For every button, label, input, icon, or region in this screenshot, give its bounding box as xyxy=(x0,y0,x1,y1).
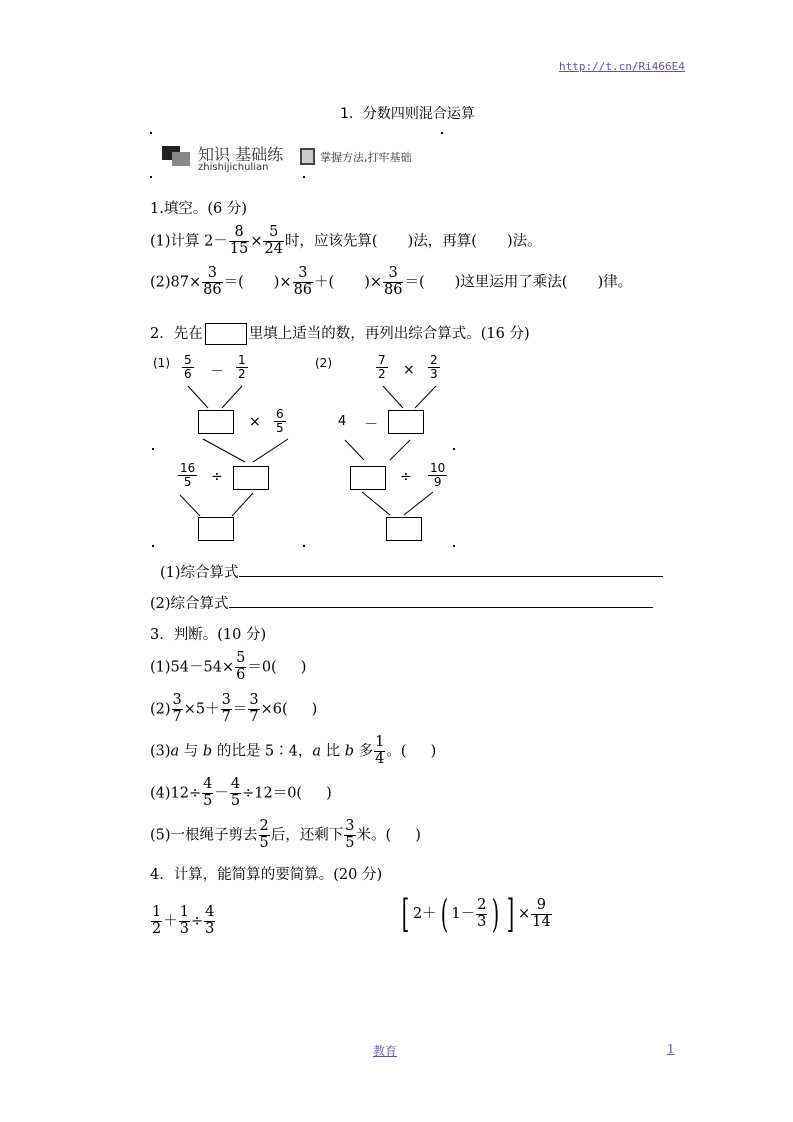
q3-item1-a: (1)54－54× xyxy=(150,659,235,676)
denominator: 5 xyxy=(230,792,241,809)
fraction xyxy=(374,735,385,768)
diagram2-op2: － xyxy=(364,417,378,433)
q4-expr1-op1: ＋ xyxy=(163,913,178,930)
numerator: 3 xyxy=(172,692,182,708)
q3-item5-b: 后，还剩下 xyxy=(270,827,344,844)
q3-item5-c: 米。( xyxy=(356,827,392,844)
diagram1-op2: × xyxy=(249,414,261,430)
denominator: 3 xyxy=(477,913,487,930)
numerator: 1 xyxy=(152,904,162,920)
q1-item2-text-d: ＋( xyxy=(314,274,335,291)
diagram1-frac-a xyxy=(182,354,194,380)
fraction xyxy=(179,905,190,938)
denominator: 3 xyxy=(430,366,438,381)
diagram1-frac-b xyxy=(236,354,248,380)
q4-expr1 xyxy=(150,905,216,938)
denominator: 6 xyxy=(184,366,192,381)
q3-item5 xyxy=(150,819,421,852)
q3-item3-b: 与 xyxy=(179,743,203,760)
denominator: 24 xyxy=(264,240,283,257)
denominator: 14 xyxy=(532,913,551,930)
diagram1-frac-c xyxy=(274,408,286,434)
q3-item4-b: － xyxy=(214,785,229,802)
q2-answer1-label: (1)综合算式 xyxy=(160,565,239,581)
numerator: 5 xyxy=(184,353,192,367)
q3-item3-c: 的比是 5∶4， xyxy=(212,743,313,760)
q4-expr2 xyxy=(398,892,553,936)
numerator: 10 xyxy=(430,461,446,475)
q1-item2-text-g: )这里运用了乘法( xyxy=(454,274,568,291)
q1-item1-text-b: × xyxy=(250,233,263,250)
banner-slogan: 掌握方法,打牢基础 xyxy=(320,151,412,164)
q3-item1 xyxy=(150,651,306,684)
diagram2-op3: ÷ xyxy=(400,469,412,485)
diagram1-label: (1) xyxy=(153,356,170,370)
fraction xyxy=(235,651,246,684)
fraction xyxy=(229,225,249,258)
q1-item2-text-e: )× xyxy=(364,274,383,291)
var-a: a xyxy=(170,743,180,760)
numerator: 1 xyxy=(375,734,385,750)
denominator: 4 xyxy=(375,750,385,767)
denominator: 3 xyxy=(205,920,215,937)
numerator: 2 xyxy=(259,818,269,834)
q1-item1-text-c: 时，应该先算( xyxy=(284,233,378,250)
fraction xyxy=(202,777,213,810)
denominator: 3 xyxy=(179,920,189,937)
section-banner xyxy=(150,132,445,178)
fraction xyxy=(293,266,313,299)
q1-item1-text-e: )法。 xyxy=(506,233,542,250)
q3-item3 xyxy=(150,735,436,768)
numerator: 3 xyxy=(249,692,259,708)
denominator: 5 xyxy=(276,420,284,435)
banner-icon-shadow xyxy=(172,152,190,166)
diagram2-frac-c xyxy=(428,462,447,488)
fraction xyxy=(204,905,215,938)
denominator: 7 xyxy=(221,708,231,725)
diagram2-op1: × xyxy=(403,362,415,378)
diagram2-frac-a xyxy=(376,354,388,380)
var-a: a xyxy=(312,743,322,760)
answer-box[interactable] xyxy=(198,410,234,434)
answer-box[interactable] xyxy=(233,466,269,490)
numerator: 3 xyxy=(221,692,231,708)
denominator: 9 xyxy=(433,474,442,489)
q4-expr1-op2: ÷ xyxy=(190,913,204,930)
fraction xyxy=(230,777,241,810)
q3-item4-d: ) xyxy=(326,785,332,802)
q3-heading: 3．判断。(10 分) xyxy=(150,627,267,643)
numerator: 4 xyxy=(230,776,241,792)
header-url[interactable]: http://t.cn/Ri466E4 xyxy=(559,60,685,73)
q3-item1-c: ) xyxy=(300,659,307,676)
q4-expr2-a: 2＋ xyxy=(412,906,437,922)
var-b: b xyxy=(344,743,355,760)
q3-item4 xyxy=(150,777,332,810)
diagram2-frac-b xyxy=(428,354,440,380)
answer-box[interactable] xyxy=(388,410,424,434)
fraction xyxy=(476,898,487,931)
q1-item2 xyxy=(150,266,632,299)
q2-heading-a: 2．先在 xyxy=(150,326,203,342)
right-paren-icon: ) xyxy=(492,892,500,936)
answer-line[interactable] xyxy=(229,593,653,608)
denominator: 5 xyxy=(345,834,355,851)
q1-item1-text-a: (1)计算 2－ xyxy=(150,233,228,250)
q3-item2 xyxy=(150,693,317,726)
q2-answer2-label: (2)综合算式 xyxy=(150,596,229,612)
numerator: 2 xyxy=(477,896,487,913)
page-number: 1 xyxy=(667,1042,675,1056)
fraction xyxy=(172,693,183,726)
q4-heading: 4．计算，能简算的要简算。(20 分) xyxy=(150,867,383,883)
numerator: 3 xyxy=(202,266,222,283)
q3-item2-e: ) xyxy=(311,701,318,718)
denominator: 86 xyxy=(293,281,313,298)
numerator: 6 xyxy=(276,407,284,421)
denominator: 2 xyxy=(152,920,162,937)
denominator: 2 xyxy=(378,366,386,381)
q3-item3-a: (3) xyxy=(150,743,171,760)
denominator: 5 xyxy=(183,474,192,489)
var-b: b xyxy=(202,743,213,760)
q2-heading-b: 里填上适当的数，再列出综合算式。(16 分) xyxy=(248,326,530,342)
fraction xyxy=(531,898,551,931)
q2-heading xyxy=(150,322,530,345)
fraction xyxy=(248,693,259,726)
denominator: 5 xyxy=(203,792,213,809)
answer-line[interactable] xyxy=(239,562,663,577)
q2-answer1 xyxy=(160,561,663,582)
numerator: 4 xyxy=(205,904,215,920)
right-bracket-icon: ] xyxy=(506,892,515,936)
numerator: 8 xyxy=(229,225,249,242)
q3-item3-d: 比 xyxy=(321,743,345,760)
numerator: 1 xyxy=(238,353,246,367)
numerator: 2 xyxy=(430,353,438,367)
q1-item2-text-c: )× xyxy=(273,274,292,291)
denominator: 15 xyxy=(229,240,249,257)
fraction xyxy=(383,266,403,299)
fraction xyxy=(259,819,270,852)
denominator: 86 xyxy=(384,281,403,298)
q4-expr2-op: × xyxy=(518,906,531,922)
left-bracket-icon: [ xyxy=(401,892,410,936)
q3-item5-a: (5)一根绳子剪去 xyxy=(150,827,258,844)
q1-item2-text-a: (2)87× xyxy=(150,274,202,291)
left-paren-icon: ( xyxy=(440,892,448,936)
denominator: 6 xyxy=(236,666,246,683)
q1-item1 xyxy=(150,225,542,258)
q3-item3-f: 。( xyxy=(386,743,407,760)
denominator: 86 xyxy=(203,281,222,298)
banner-pinyin: zhishijichulian xyxy=(198,162,269,173)
diagram2-left-value: 4 xyxy=(338,414,347,429)
fraction xyxy=(221,693,232,726)
q2-diagrams xyxy=(150,348,460,553)
numerator: 3 xyxy=(293,266,313,283)
diagram2-label: (2) xyxy=(315,356,332,370)
q3-item2-a: (2) xyxy=(150,701,171,718)
numerator: 4 xyxy=(203,776,213,792)
q2-answer2 xyxy=(150,592,653,613)
numerator: 5 xyxy=(263,225,283,242)
q3-item4-a: (4)12÷ xyxy=(150,785,202,802)
numerator: 1 xyxy=(179,904,189,920)
page-title: 1．分数四则混合运算 xyxy=(340,106,475,122)
q3-item4-c: ÷12＝0( xyxy=(242,785,303,802)
example-box xyxy=(205,323,247,345)
q1-item2-text-b: ＝( xyxy=(223,274,244,291)
answer-box[interactable] xyxy=(198,517,234,541)
numerator: 3 xyxy=(345,818,355,834)
q3-item2-b: ×5＋ xyxy=(183,701,220,718)
numerator: 5 xyxy=(236,650,246,666)
diagram1-frac-d xyxy=(178,462,197,488)
answer-box[interactable] xyxy=(350,466,386,490)
numerator: 16 xyxy=(180,461,196,475)
q3-item1-b: ＝0( xyxy=(247,659,277,676)
q3-item3-e: 多 xyxy=(354,743,374,760)
q1-item2-text-h: )律。 xyxy=(597,274,633,291)
denominator: 7 xyxy=(249,708,259,725)
numerator: 9 xyxy=(531,898,551,915)
footer-link[interactable]: 教育 xyxy=(373,1044,398,1058)
q1-item1-text-d: )法，再算( xyxy=(407,233,477,250)
denominator: 7 xyxy=(172,708,182,725)
denominator: 5 xyxy=(259,834,269,851)
q3-item2-d: ×6( xyxy=(260,701,288,718)
q3-item2-c: ＝ xyxy=(232,701,248,718)
banner-label: 知识 基础练 xyxy=(198,145,284,164)
fraction xyxy=(263,225,283,258)
numerator: 7 xyxy=(378,353,386,367)
denominator: 2 xyxy=(238,366,246,381)
q4-expr2-b: 1－ xyxy=(451,906,476,922)
banner-slogan-icon xyxy=(300,148,315,165)
q3-item5-d: ) xyxy=(415,827,421,844)
q1-heading: 1.填空。(6 分) xyxy=(150,201,247,217)
q1-item2-text-f: ＝( xyxy=(404,274,425,291)
fraction xyxy=(202,266,222,299)
numerator: 3 xyxy=(383,266,403,283)
q3-item3-g: ) xyxy=(430,743,437,760)
diagram1-op3: ÷ xyxy=(211,469,223,485)
fraction xyxy=(344,819,355,852)
answer-box[interactable] xyxy=(386,517,422,541)
diagram1-op1: － xyxy=(210,364,224,380)
fraction xyxy=(151,905,162,938)
